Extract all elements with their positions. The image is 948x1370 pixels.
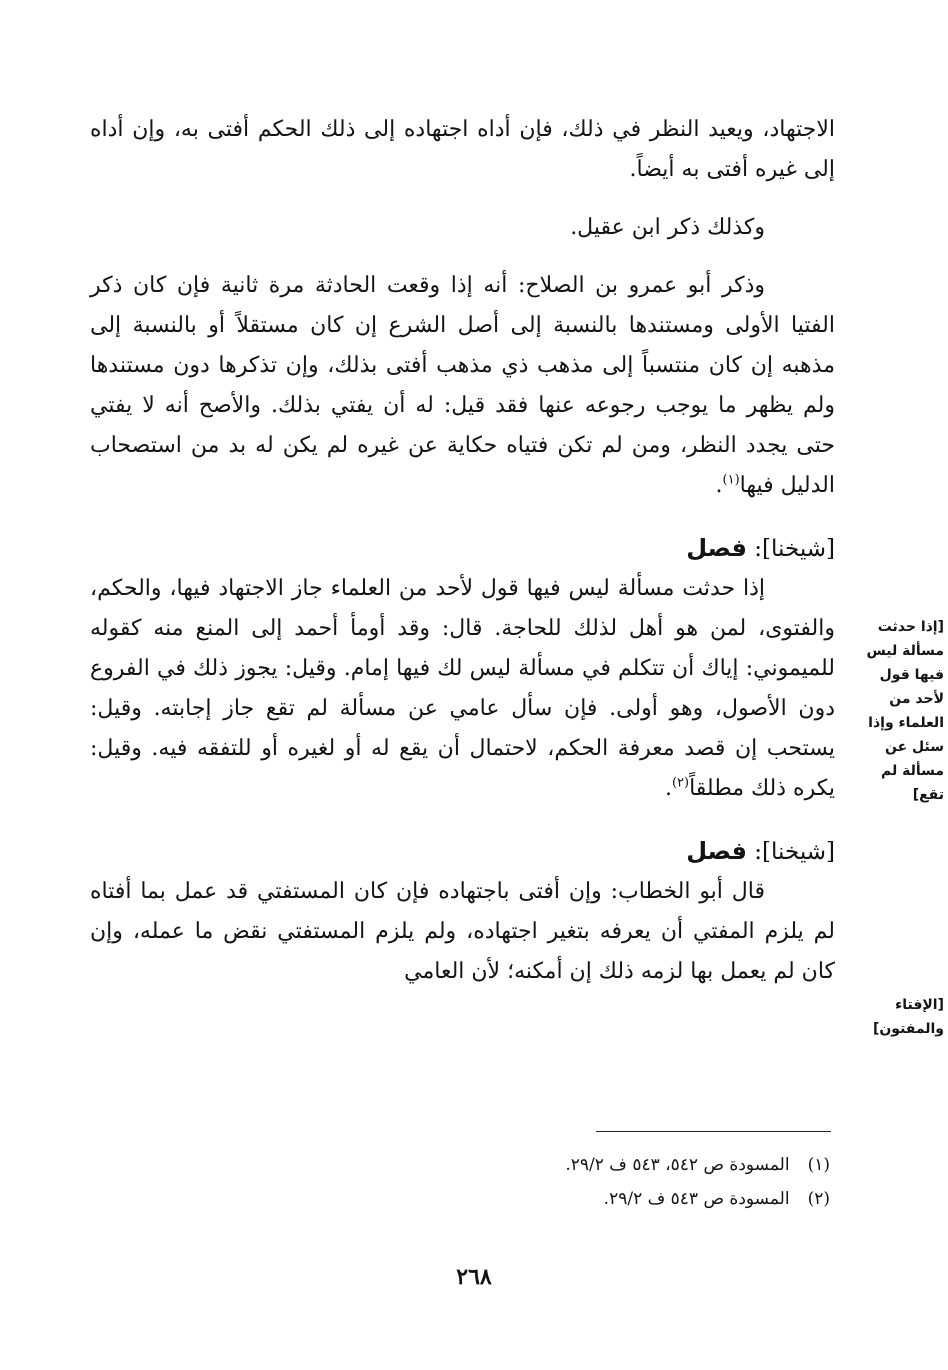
paragraph-4-text: إذا حدثت مسألة ليس فيها قول لأحد من العلماء جاز الاجتهاد فيها، والحكم، والفتوى، لمن هو أهل لذلك للحاجة. قال: وقد أومأ أحمد إلى المنع منه كقوله للميموني: إياك أن تتكلم في مسألة ليس لك فيها إمام. وقيل: يجوز ذلك في الفروع دون الأصول، وهو أولى. فإن سأل عامي عن مسألة لم تقع جاز إجابته. وقيل: يستحب إن قصد معرفة الحكم، لاحتمال أن يقع له أو لغيره أو للتفقه فيه. وقيل: يكره ذلك مطلقاً [90, 576, 836, 801]
paragraph-3 [90, 266, 835, 506]
paragraph-1: الاجتهاد، ويعيد النظر في ذلك، فإن أداه اجتهاده إلى ذلك الحكم أفتى به، وإن أداه إلى غيره أفتى به أيضاً. [90, 117, 835, 182]
paragraph-2: وكذلك ذكر ابن عقيل. [570, 215, 765, 240]
footnote-1 [410, 1148, 830, 1182]
footnote-1-num: (١) [807, 1155, 830, 1175]
footnote-ref-1: (١) [722, 472, 740, 488]
footnote-2-text: المسودة ص ٥٤٣ ف ٢٩/٢. [603, 1189, 790, 1209]
footnote-ref-2: (٢) [671, 775, 690, 791]
paragraph-5: قال أبو الخطاب: وإن أفتى باجتهاده فإن كان المستفتي قد عمل بما أفتاه لم يلزم المفتي أن يعرفه بتغير اجتهاده، ولم يلزم المستفتي نقض ما عمله، وإن كان لم يعمل بها لزمه ذلك إن أمكنه؛ لأن العامي [90, 879, 835, 984]
section-1-word: فصل [686, 534, 747, 562]
footnotes [410, 1148, 830, 1216]
section-heading-2 [90, 831, 835, 872]
margin-note-1: [إذا حدثت مسألة ليس فيها قول لأحد من العلماء وإذا سئل عن مسألة لم تقع] [866, 619, 944, 803]
paragraph-3-end: . [715, 473, 723, 498]
page-body [90, 110, 835, 992]
section-2-prefix: [شيخنا]: [754, 839, 835, 865]
margin-note-2: [الإفتاء والمفتون] [872, 997, 944, 1037]
section-heading-1 [90, 528, 835, 569]
footnote-1-text: المسودة ص ٥٤٢، ٥٤٣ ف ٢٩/٢. [565, 1155, 790, 1175]
section-1-prefix: [شيخنا]: [754, 536, 835, 562]
footnote-2 [410, 1182, 830, 1216]
footnote-divider [596, 1131, 831, 1132]
footnote-2-num: (٢) [807, 1189, 830, 1209]
paragraph-4 [90, 569, 835, 809]
paragraph-4-end: . [664, 776, 672, 801]
paragraph-3-text: وذكر أبو عمرو بن الصلاح: أنه إذا وقعت الحادثة مرة ثانية فإن كان ذكر الفتيا الأولى ومستندها بالنسبة إلى أصل الشرع إن كان مستقلاً أو بالنسبة إلى مذهبه إن كان منتسباً إلى مذهب ذي مذهب أفتى بذلك، وإن تذكرها دون مستندها ولم يظهر ما يوجب رجوعه عنها فقد قيل: له أن يفتي بذلك. والأصح أنه لا يفتي حتى يجدد النظر، ومن لم تكن فتياه حكاية عن غيره لم يكن له بد من استصحاب الدليل فيها [90, 273, 835, 498]
page-number: ٢٦٨ [456, 1264, 492, 1290]
section-2-word: فصل [686, 837, 747, 865]
